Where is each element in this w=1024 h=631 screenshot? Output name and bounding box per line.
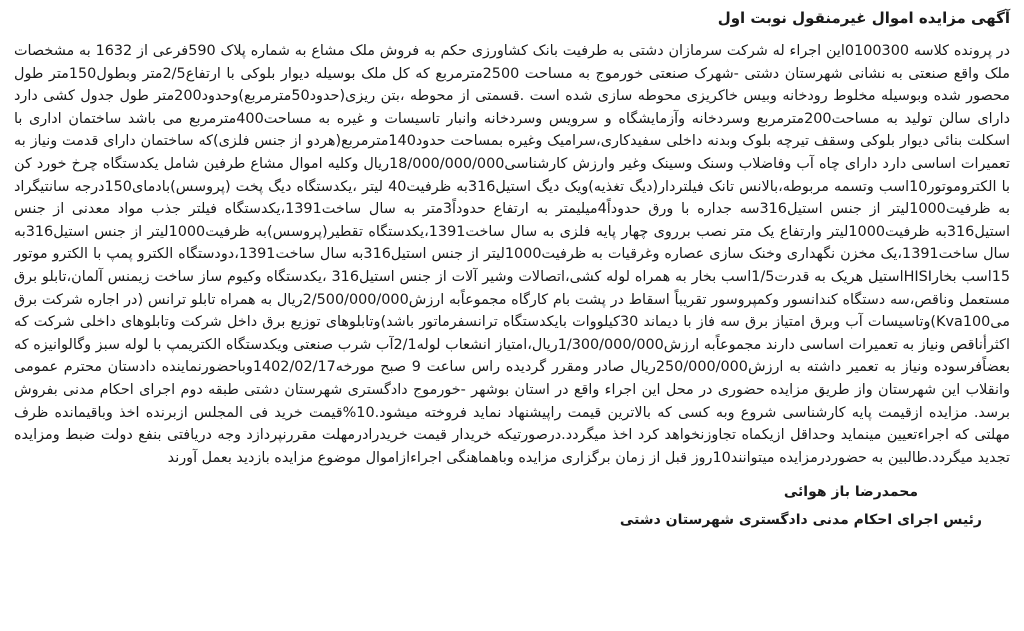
- signer-name: محمدرضا باز هوائی: [783, 484, 918, 501]
- signer-title: رئیس اجرای احکام مدنی دادگستری شهرستان دشتی: [619, 512, 982, 529]
- notice-title: آگهی مزایده اموال غیرمنقول نوبت اول: [717, 9, 1010, 27]
- notice-body: در پرونده کلاسه 0100300این اجراء له شرکت سرمازان دشتی به طرفیت بانک کشاورزی حکم به فروش ملک مشاع به شماره پلاک 590فرعی از 1632 به مشخصات ملک واقع صنعتی به نشانی شهرستان دشتی -شهرک صنعتی خورموج به مساحت 2500مترمربع که کل ملک بوسیله دیوار بلوکی با ارتفاع2/5متر وبطول150متر طول محصور شده وبوسیله مخلوط رودخانه وبیس خاکریزی محوطه سازی شده است .قسمتی از محوطه ،بتن ریزی(حدود50مترمربع)وحدود200متر طول جدول کشی دارد دارای سالن تولید به مساحت200مترمربع وسردخانه وآزمایشگاه و سرویس وسردخانه وانبار تاسیسات و غیره به مساحت400مترمربع می باشد ساختمان اداری با اسکلت بنائی دیوار بلوکی وسقف تیرچه بلوک وبدنه داخلی سفیدکاری،سرامیک وغیره بمساحت حدود140مترمربع(هردو از جنس فلزی)که ساختمان دارای قدمت ونیاز به تعمیرات اساسی دارد دارای چاه آب وفاضلاب وسنک وسینک وغیر وارزش کارشناسی18/000/000/000ریال وکلیه اموال مشاع طرفین شامل یکدستگاه چرخ خورد کن با الکتروموتور10اسب وتسمه مربوطه،بالانس تانک فیلتردار(دیگ تغذیه)ویک دیگ استیل316به ظرفیت40 لیتر ،یکدستگاه دیگ پخت (پروسس)بادمای150درجه سانتیگراد به ظرفیت1000لیتر از جنس استیل316سه جداره با ورق حدوداً4میلیمتر به ارتفاع حدوداً3متر به سال ساخت1391،یکدستگاه فیلتر جذب مواد معدنی از جنس استیل316به ظرفیت1000لیتر وارتفاع یک متر نصب برروی چهار پایه فلزی به سال ساخت1391،یکدستگاه تقطیر(پروسس)به ظرفیت1000لیتر از جنس استیل316به سال ساخت1391،یک مخزن نگهداری وخنک سازی عصاره وغرقیات به ظرفیت1000لیتر از جنس استیل316به سال ساخت1391،دودستگاه الکترو پمپ با الکترو موتور 15اسب بخارHISIاستیل هریک به قدرت1/5اسب بخار به همراه لوله کشی،اتصالات وشیر آلات از جنس استیل316 ،یکدستگاه وکیوم ساز ساخت زیمنس آلمان،تابلو برق مستعمل وناقص،سه دستگاه کندانسور وکمپروسور تقریباً اسقاط در پشت بام کارگاه مجموعاًبه ارزش2/500/000/000ریال به همراه تابلو ترانس (در اجاره شرکت برق میKva100)وتاسیسات آب وبرق امتیاز برق سه فاز با دیماند 30کیلووات بایکدستگاه ترانسفرماتور باشد)وتابلوهای توزیع برق داخل شرکت وتابلوهای داخلی شرکت که اکثرأناقص ونیاز به تعمیرات اساسی دارند مجموعاًبه ارزش1/300/000/000ریال،امتیاز انشعاب لوله2/1آب شرب صنعتی ویکدستگاه الکتریمپ با لوله سبز وگالوانیزه که بعضاًفرسوده ونیاز به تعمیر داشته به ارزش250/000/000ریال صادر ومقرر گردیده راس ساعت 9 صبح مورخه1402/02/17وباحضورنماینده دادستان محترم عمومی وانقلاب این شهرستان واز طریق مزایده حضوری در محل این اجراء واقع در استان بوشهر -خورموج دادگستری شهرستان دشتی طبقه دوم اجرای احکام مدنی بفروش برسد. مزایده ازقیمت پایه کارشناسی شروع وبه کسی که بالاترین قیمت راپیشنهاد نماید فروخته میشود.10%قیمت خرید فی المجلس ازبرنده اخذ وباقیمانده ظرف مهلتی که اجراءتعیین مینماید وحداقل ازیکماه تجاوزنخواهد کرد اخذ میگردد.درصورتیکه خریدار قیمت خریدرادرمهلت مقررنپردازد وجه دریافتی بنفع دولت ضبط ومزایده تجدید میگردد.طالبین به حضوردرمزایده میتوانند10روز قبل از زمان برگزاری مزایده وباهماهنگی اجراءازاموال موضوع مزایده بازدید بعمل آورند: [14, 43, 1011, 466]
